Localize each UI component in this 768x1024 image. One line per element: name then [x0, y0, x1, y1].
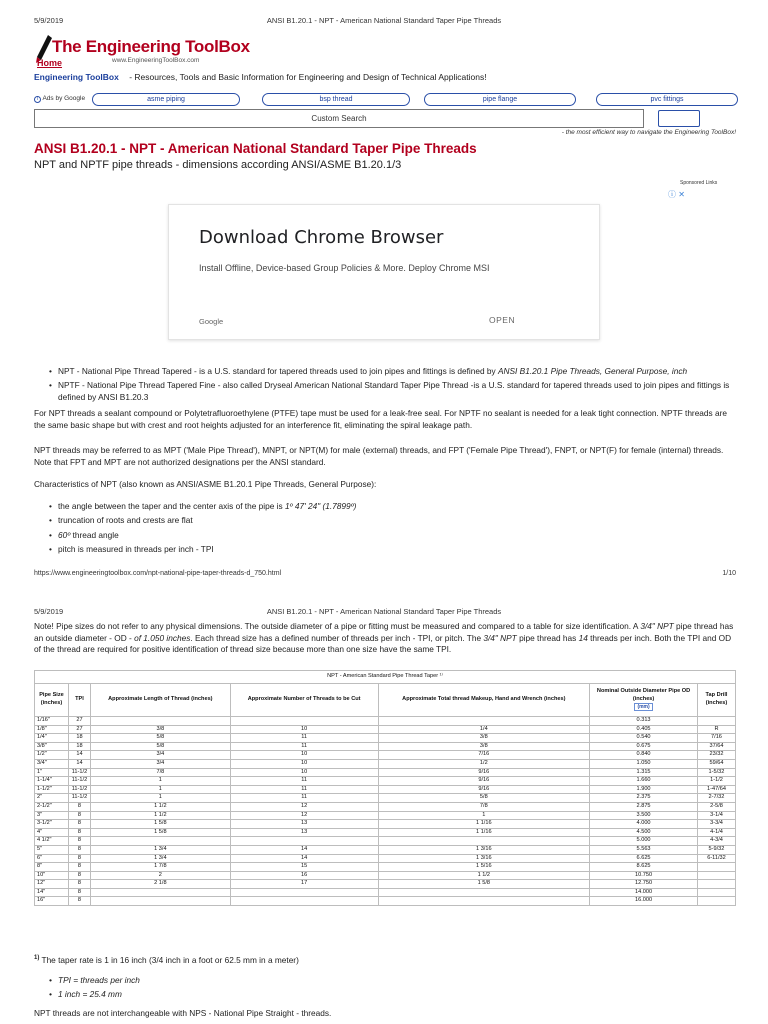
table-cell: 12: [230, 802, 378, 811]
table-cell: 10: [230, 725, 378, 734]
table-cell: 3/8": [35, 742, 69, 751]
table-cell: 8: [68, 811, 90, 820]
table-cell: 2.875: [590, 802, 698, 811]
table-cell: 2 1/8: [90, 880, 230, 889]
table-cell: 10: [230, 759, 378, 768]
table-cell: R: [697, 725, 735, 734]
table-cell: 2": [35, 794, 69, 803]
table-row: [35, 820, 736, 829]
table-cell: 3/8: [378, 734, 590, 743]
col-od-label: Nominal Outside Diameter Pipe OD (inches): [596, 688, 691, 702]
table-cell: 4-1/4: [697, 828, 735, 837]
col-makeup: Approximate Total thread Makeup, Hand and Wrench (inches): [378, 684, 590, 717]
table-cell: 15: [230, 863, 378, 872]
para-designations: NPT threads may be referred to as MPT ('Male Pipe Thread'), MNPT, or NPT(M) for male (external) threads, and FPT ('Female Pipe Thread'), FNPT, or NPT(F) for female (internal) threads. Note that FPT and MPT are not authorized designations per the ANSI standard.: [34, 445, 724, 467]
table-cell: 1 1/2: [378, 871, 590, 880]
table-cell: 18: [68, 734, 90, 743]
table-cell: 2.375: [590, 794, 698, 803]
table-cell: 1: [90, 777, 230, 786]
table-row: [35, 854, 736, 863]
table-cell: 8: [68, 871, 90, 880]
table-cell: 59/64: [697, 759, 735, 768]
table-cell: 0.313: [590, 717, 698, 726]
ad-banner[interactable]: [168, 204, 600, 340]
table-row: [35, 888, 736, 897]
char-angle-em: 1º 47' 24" (1.7899º): [284, 501, 357, 511]
logo-title[interactable]: The Engineering ToolBox: [52, 37, 250, 56]
note-e1: 3/4" NPT: [640, 621, 674, 631]
table-cell: 8: [68, 828, 90, 837]
table-cell: 8: [68, 802, 90, 811]
table-cell: 14: [230, 845, 378, 854]
table-cell: 12.750: [590, 880, 698, 889]
table-cell: [378, 717, 590, 726]
table-cell: 1 5/8: [378, 880, 590, 889]
unit-toggle-mm[interactable]: (mm): [634, 703, 652, 711]
table-cell: 1/4: [378, 725, 590, 734]
table-cell: 1 7/8: [90, 863, 230, 872]
ads-label: Ads by Google: [42, 95, 86, 102]
bullet-npt-text: NPT - National Pipe Thread Tapered - is a U.S. standard for tapered threads used to join pipes and fittings is defined by: [58, 366, 498, 376]
def-tpi: • TPI = threads per inch: [58, 975, 140, 987]
table-row: [35, 777, 736, 786]
col-cut: Approximate Number of Threads to be Cut: [230, 684, 378, 717]
table-row: [35, 751, 736, 760]
table-cell: [378, 837, 590, 846]
ad-link-bsp-thread[interactable]: bsp thread: [262, 93, 410, 106]
table-cell: [90, 717, 230, 726]
info-icon: i: [34, 96, 41, 103]
page-subtitle: NPT and NPTF pipe threads - dimensions according ANSI/ASME B1.20.1/3: [34, 159, 402, 171]
table-caption: NPT - American Standard Pipe Thread Taper ¹⁾: [35, 671, 736, 684]
note-t4: pipe thread has: [516, 632, 579, 643]
table-cell: 3-3/4: [697, 820, 735, 829]
table-cell: 3/8: [378, 742, 590, 751]
table-cell: 3-1/4: [697, 811, 735, 820]
table-cell: 1: [90, 794, 230, 803]
table-cell: 3": [35, 811, 69, 820]
note-t1: Note! Pipe sizes do not refer to any physical dimensions. The outside diameter of a pipe or fitting must be measured and compared to a table for size identification. A: [34, 621, 641, 631]
table-row: [35, 880, 736, 889]
table-cell: [697, 897, 735, 906]
table-cell: 0.840: [590, 751, 698, 760]
para-characteristics: Characteristics of NPT (also known as ANSI/ASME B1.20.1 Pipe Threads, General Purpose):: [34, 479, 377, 489]
table-cell: 8: [68, 854, 90, 863]
bullet-nptf: • NPTF - National Pipe Thread Tapered Fine - also called Dryseal American National Standard Taper Pipe Thread -is a U.S. standard for tapered threads used to join pipes and fittings is defined by ANSI B1.20.3: [58, 380, 738, 403]
table-cell: 12": [35, 880, 69, 889]
table-cell: 1-1/2: [697, 777, 735, 786]
footnote-text: The taper rate is 1 in 16 inch (3/4 inch in a foot or 62.5 mm in a meter): [41, 954, 299, 965]
ad-headline[interactable]: Download Chrome Browser: [199, 227, 444, 248]
table-row: [35, 871, 736, 880]
table-cell: 1.050: [590, 759, 698, 768]
table-row: [35, 759, 736, 768]
table-cell: [697, 863, 735, 872]
table-row: [35, 717, 736, 726]
char-thread-angle-em: 60º: [58, 530, 71, 540]
table-cell: 1-1/4": [35, 777, 69, 786]
table-cell: 5/8: [90, 734, 230, 743]
table-cell: 2: [90, 871, 230, 880]
table-cell: 5": [35, 845, 69, 854]
table-cell: 1 3/4: [90, 845, 230, 854]
table-cell: [697, 717, 735, 726]
table-cell: 1 5/8: [90, 820, 230, 829]
table-cell: 11: [230, 785, 378, 794]
col-size: Pipe Size (inches): [35, 684, 69, 717]
table-row: [35, 734, 736, 743]
table-cell: 18: [68, 742, 90, 751]
table-cell: 8: [68, 820, 90, 829]
footer-url: https://www.engineeringtoolbox.com/npt-national-pipe-taper-threads-d_750.html: [34, 570, 282, 577]
note-t2: pipe thread has an outside diameter - OD -: [34, 621, 734, 643]
table-row: [35, 725, 736, 734]
table-cell: 1 3/4: [90, 854, 230, 863]
ad-link-pvc-fittings[interactable]: pvc fittings: [596, 93, 738, 106]
ad-body: Install Offline, Device-based Group Policies & More. Deploy Chrome MSI: [199, 263, 490, 273]
home-link[interactable]: Home: [37, 58, 63, 68]
table-cell: 3-1/2": [35, 820, 69, 829]
table-row: [35, 897, 736, 906]
note-paragraph: [34, 621, 738, 656]
table-cell: 0.540: [590, 734, 698, 743]
table-cell: 3.500: [590, 811, 698, 820]
table-cell: 13: [230, 820, 378, 829]
note-e2: of 1.050 inches: [134, 632, 191, 643]
table-cell: 8": [35, 863, 69, 872]
table-cell: 8: [68, 880, 90, 889]
table-body: [35, 717, 736, 906]
ad-link-pipe-flange[interactable]: pipe flange: [424, 93, 576, 106]
search-input[interactable]: Custom Search: [34, 109, 644, 128]
table-cell: 1 1/16: [378, 828, 590, 837]
table-cell: 2-5/8: [697, 802, 735, 811]
table-cell: 1 3/16: [378, 845, 590, 854]
table-cell: [378, 888, 590, 897]
table-cell: [230, 837, 378, 846]
table-cell: 27: [68, 725, 90, 734]
table-cell: 9/16: [378, 777, 590, 786]
table-cell: 11: [230, 742, 378, 751]
table-cell: 0.405: [590, 725, 698, 734]
print-date-2: 5/9/2019: [34, 607, 64, 616]
table-cell: 10": [35, 871, 69, 880]
table-row: [35, 794, 736, 803]
ad-advertiser: Google: [199, 317, 224, 326]
tagline: - Resources, Tools and Basic Information for Engineering and Design of Technical Applications!: [129, 72, 487, 82]
table-cell: 2-1/2": [35, 802, 69, 811]
table-cell: 11: [230, 777, 378, 786]
table-cell: 1/16": [35, 717, 69, 726]
table-cell: 1/2": [35, 751, 69, 760]
footnote-mark: 1): [34, 955, 40, 961]
footnote: [34, 953, 738, 966]
table-cell: 9/16: [378, 785, 590, 794]
table-cell: 5/8: [90, 742, 230, 751]
table-cell: 3/4: [90, 751, 230, 760]
table-cell: 4.500: [590, 828, 698, 837]
table-cell: 17: [230, 880, 378, 889]
table-cell: [378, 897, 590, 906]
table-cell: 16.000: [590, 897, 698, 906]
table-cell: 7/16: [378, 751, 590, 760]
site-tagline-line: [34, 72, 487, 82]
table-cell: 1: [378, 811, 590, 820]
table-cell: 4.000: [590, 820, 698, 829]
table-cell: [90, 837, 230, 846]
table-cell: 1-47/64: [697, 785, 735, 794]
table-cell: [90, 897, 230, 906]
table-cell: 1 5/16: [378, 863, 590, 872]
col-length: Approximate Length of Thread (inches): [90, 684, 230, 717]
table-cell: 13: [230, 828, 378, 837]
char-thread-angle-text: thread angle: [70, 530, 119, 540]
table-cell: 11: [230, 734, 378, 743]
table-cell: 4 1/2": [35, 837, 69, 846]
footer-page: 1/10: [722, 570, 736, 577]
table-cell: 1": [35, 768, 69, 777]
table-cell: 1.660: [590, 777, 698, 786]
table-cell: 7/16: [697, 734, 735, 743]
print-title: ANSI B1.20.1 - NPT - American National Standard Taper Pipe Threads: [266, 16, 502, 25]
table-row: [35, 742, 736, 751]
table-cell: 1 1/16: [378, 820, 590, 829]
char-angle: [58, 501, 356, 513]
table-cell: 11-1/2: [68, 785, 90, 794]
para-sealant: For NPT threads a sealant compound or Polytetrafluoroethylene (PTFE) tape must be used for a leak-free seal. For NPTF no sealant is needed for a leak tight connection. NPTF threads are the same basic shape but with crest and root heights adjusted for an interference fit, eliminating the spiral leakage path.: [34, 408, 727, 430]
table-cell: 4-3/4: [697, 837, 735, 846]
table-cell: 1-5/32: [697, 768, 735, 777]
table-cell: 1: [90, 785, 230, 794]
table-row: [35, 785, 736, 794]
table-cell: 5/8: [378, 794, 590, 803]
table-cell: 16: [230, 871, 378, 880]
table-cell: 6": [35, 854, 69, 863]
table-row: [35, 828, 736, 837]
char-thread-angle: [58, 530, 119, 542]
site-link[interactable]: Engineering ToolBox: [34, 72, 119, 82]
print-title-2: ANSI B1.20.1 - NPT - American National Standard Taper Pipe Threads: [266, 607, 502, 616]
table-cell: 16": [35, 897, 69, 906]
table-cell: 8: [68, 888, 90, 897]
print-date: 5/9/2019: [34, 16, 64, 25]
note-e3: 3/4" NPT: [483, 632, 517, 643]
table-cell: 5.000: [590, 837, 698, 846]
char-truncation: • truncation of roots and crests are flat: [58, 515, 193, 527]
table-cell: 1 3/16: [378, 854, 590, 863]
table-cell: [90, 888, 230, 897]
table-cell: 14: [68, 751, 90, 760]
table-cell: 14: [230, 854, 378, 863]
table-cell: 1/4": [35, 734, 69, 743]
table-cell: [230, 888, 378, 897]
table-cell: 1 1/2: [90, 811, 230, 820]
table-cell: 10.750: [590, 871, 698, 880]
ads-by-google[interactable]: [34, 95, 85, 103]
table-row: [35, 845, 736, 854]
table-cell: 1/2: [378, 759, 590, 768]
table-cell: 14.000: [590, 888, 698, 897]
adchoices-icon[interactable]: ⓘ ✕: [668, 190, 685, 199]
npt-table: [34, 670, 736, 906]
bullet-npt: [58, 366, 738, 378]
note-t3: . Each thread size has a defined number of threads per inch - TPI, or pitch. The: [190, 632, 484, 643]
table-cell: 37/64: [697, 742, 735, 751]
col-od: [590, 684, 698, 717]
col-drill: Tap Drill (inches): [697, 684, 735, 717]
note-t5: threads per inch. Both the TPI and OD of the thread are required for positive identification of thread size because more than one size have the same TPI.: [34, 632, 732, 654]
table-cell: 8: [68, 897, 90, 906]
table-cell: 0.675: [590, 742, 698, 751]
table-cell: 12: [230, 811, 378, 820]
table-cell: 1/8": [35, 725, 69, 734]
table-cell: 27: [68, 717, 90, 726]
table-cell: 8: [68, 837, 90, 846]
table-cell: 1.900: [590, 785, 698, 794]
ad-link-asme-piping[interactable]: asme piping: [92, 93, 240, 106]
table-cell: 1.315: [590, 768, 698, 777]
def-inch: • 1 inch = 25.4 mm: [58, 989, 122, 1001]
table-cell: 8: [68, 863, 90, 872]
table-row: [35, 837, 736, 846]
col-tpi: TPI: [68, 684, 90, 717]
table-cell: 8: [68, 845, 90, 854]
final-note: NPT threads are not interchangeable with NPS - National Pipe Straight - threads.: [34, 1008, 332, 1018]
char-pitch: • pitch is measured in threads per inch - TPI: [58, 544, 214, 556]
table-cell: 11: [230, 794, 378, 803]
table-cell: 1 1/2: [90, 802, 230, 811]
table-cell: 9/16: [378, 768, 590, 777]
logo-subtitle: www.EngineeringToolBox.com: [112, 57, 200, 64]
table-cell: 3/8: [90, 725, 230, 734]
page-title: ANSI B1.20.1 - NPT - American National Standard Taper Pipe Threads: [34, 141, 477, 156]
table-cell: 10: [230, 768, 378, 777]
table-cell: 2-7/32: [697, 794, 735, 803]
table-cell: 6.625: [590, 854, 698, 863]
table-cell: 11-1/2: [68, 794, 90, 803]
table-cell: [697, 888, 735, 897]
table-cell: 8.625: [590, 863, 698, 872]
table-cell: 1-1/2": [35, 785, 69, 794]
table-cell: 3/4: [90, 759, 230, 768]
table-cell: 3/4": [35, 759, 69, 768]
table-row: [35, 768, 736, 777]
table-cell: 1 5/8: [90, 828, 230, 837]
bullet-npt-em: ANSI B1.20.1 Pipe Threads, General Purpose, inch: [498, 366, 688, 376]
ad-open-button[interactable]: OPEN: [489, 315, 516, 325]
note-e4: 14: [578, 632, 588, 643]
table-cell: [697, 871, 735, 880]
table-cell: 14: [68, 759, 90, 768]
table-cell: [230, 897, 378, 906]
npt-table-wrap: [34, 670, 736, 906]
table-row: [35, 863, 736, 872]
table-row: [35, 811, 736, 820]
table-cell: 7/8: [90, 768, 230, 777]
table-cell: 5-9/32: [697, 845, 735, 854]
char-angle-text: the angle between the taper and the center axis of the pipe is: [58, 501, 285, 511]
nav-hint: - the most efficient way to navigate the Engineering ToolBox!: [561, 129, 736, 136]
table-cell: 5.563: [590, 845, 698, 854]
table-cell: 10: [230, 751, 378, 760]
table-row: [35, 802, 736, 811]
table-cell: [697, 880, 735, 889]
table-cell: 23/32: [697, 751, 735, 760]
search-button[interactable]: [658, 110, 700, 127]
table-cell: 11-1/2: [68, 768, 90, 777]
table-cell: 4": [35, 828, 69, 837]
table-cell: 14": [35, 888, 69, 897]
table-cell: 11-1/2: [68, 777, 90, 786]
sponsored-label: Sponsored Links: [680, 180, 718, 186]
table-cell: [230, 717, 378, 726]
table-cell: 7/8: [378, 802, 590, 811]
table-cell: 6-11/32: [697, 854, 735, 863]
